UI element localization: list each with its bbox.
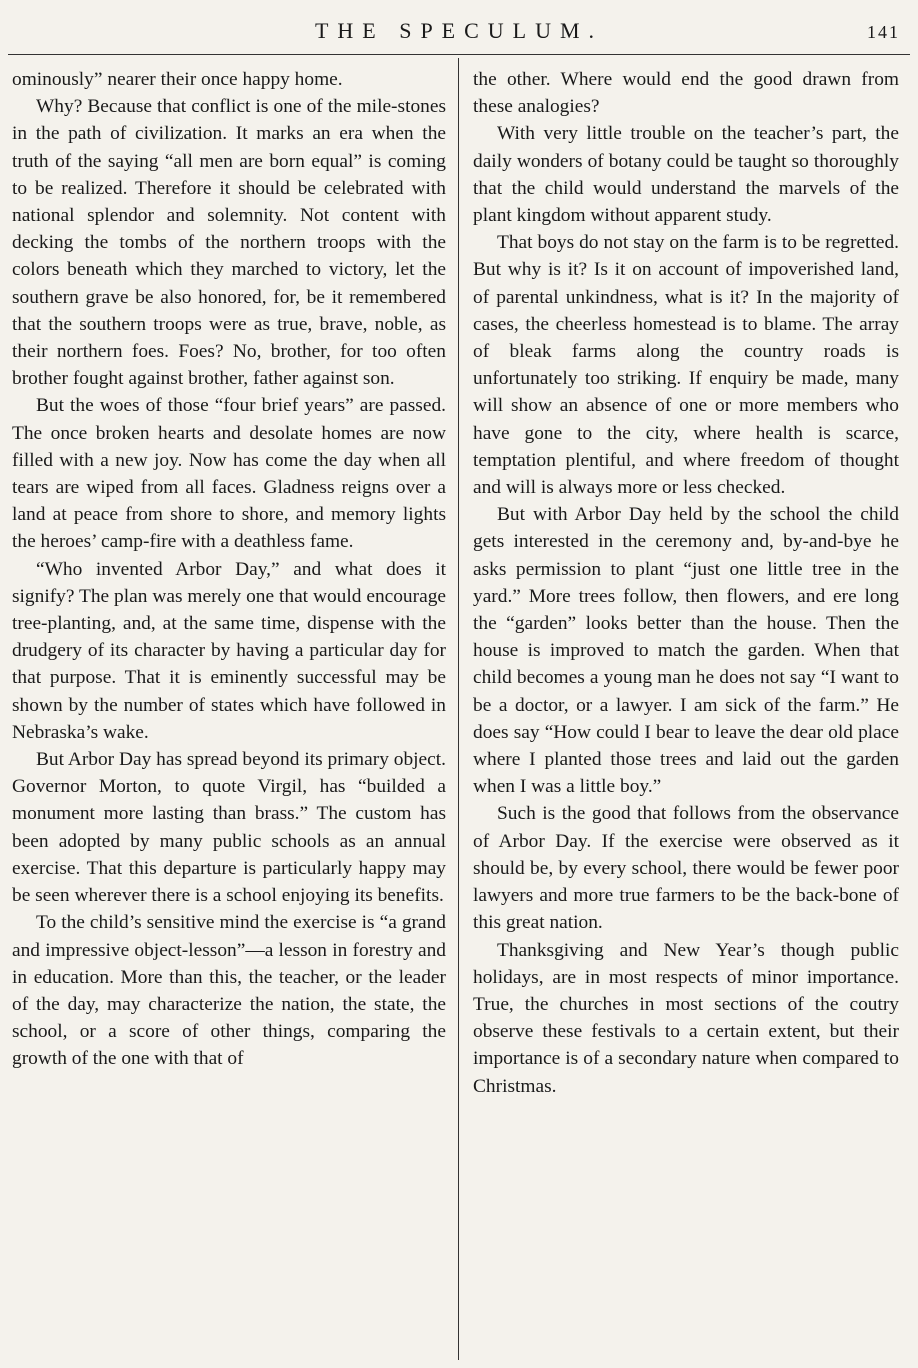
left-column bbox=[12, 66, 446, 1073]
paragraph: But Arbor Day has spread beyond its primary object. Governor Morton, to quote Virgil, has “builded a monument more lasting than brass.” The custom has been adopted by many public schools as an annual exercise. That this departure is particularly happy may be seen wherever there is a school enjoying its benefits. bbox=[12, 749, 446, 907]
paragraph: Why? Because that conflict is one of the mile-stones in the path of civilization. It marks an era when the truth of the saying “all men are born equal” is coming to be realized. Therefore it should be celebrated with national splendor and solemnity. Not content with decking the tombs of the northern troops with the colors beneath which they marched to victory, let the southern grave be also honored, for, be it remembered that the southern troops were as true, brave, noble, as their northern foes. Foes? No, brother, for too often brother fought against brother, father against son. bbox=[12, 96, 446, 390]
paragraph: “Who invented Arbor Day,” and what does it signify? The plan was merely one that would encourage tree-planting, and, at the same time, dispense with the drudgery of its character by having a particular day for that purpose. That it is eminently successful may be shown by the number of states which have followed in Nebraska’s wake. bbox=[12, 558, 446, 743]
paragraph: To the child’s sensitive mind the exercise is “a grand and impressive object-lesson”—a lesson in forestry and in education. More than this, the teacher, or the leader of the day, may characterize the nation, the state, the school, or a score of other things, comparing the growth of the one with that of bbox=[12, 912, 446, 1070]
page-header bbox=[0, 14, 918, 54]
paragraph: With very little trouble on the teacher’s part, the daily wonders of botany could be taught so thoroughly that the child would understand the marvels of the plant kingdom without apparent study. bbox=[473, 123, 899, 227]
header-rule bbox=[8, 54, 910, 55]
running-title: THE SPECULUM. bbox=[314, 18, 604, 43]
paragraph: Such is the good that follows from the observance of Arbor Day. If the exercise were observed as it should be, by every school, there would be fewer poor lawyers and more true farmers to be the back-bone of this great nation. bbox=[473, 803, 899, 934]
column-divider bbox=[458, 58, 459, 1360]
page-number: 141 bbox=[867, 22, 900, 42]
paragraph: That boys do not stay on the farm is to be regretted. But why is it? Is it on account of impoverished land, of parental unkindness, what is it? In the majority of cases, the cheerless homestead is to blame. The array of bleak farms along the country roads is unfortunately too striking. If enquiry be made, many will show an absence of one or more members who have gone to the city, where health is scarce, temptation plentiful, and where freedom of thought and will is always more or less checked. bbox=[473, 232, 899, 499]
paragraph: But with Arbor Day held by the school the child gets interested in the ceremony and, by-and-bye he asks permission to plant “just one little tree in the yard.” More trees follow, then flowers, and ere long the “garden” looks better than the house. Then the house is improved to match the garden. When that child becomes a young man he does not say “I want to be a doctor, or a lawyer. I am sick of the farm.” He does say “How could I bear to leave the dear old place where I planted those trees and laid out the garden when I was a little boy.” bbox=[473, 504, 899, 798]
right-column bbox=[473, 66, 899, 1100]
paragraph: But the woes of those “four brief years” are passed. The once broken hearts and desolate homes are now filled with a new joy. Now has come the day when all tears are wiped from all faces. Gladness reigns over a land at peace from shore to shore, and memory lights the heroes’ camp-fire with a deathless fame. bbox=[12, 395, 446, 553]
paragraph: the other. Where would end the good drawn from these analogies? bbox=[473, 69, 899, 118]
paragraph: Thanksgiving and New Year’s though public holidays, are in most respects of minor importance. True, the churches in most sections of the coutry observe these festivals to a certain extent, but their importance is of a secondary nature when compared to Christmas. bbox=[473, 939, 899, 1097]
paragraph: ominously” nearer their once happy home. bbox=[12, 69, 343, 90]
